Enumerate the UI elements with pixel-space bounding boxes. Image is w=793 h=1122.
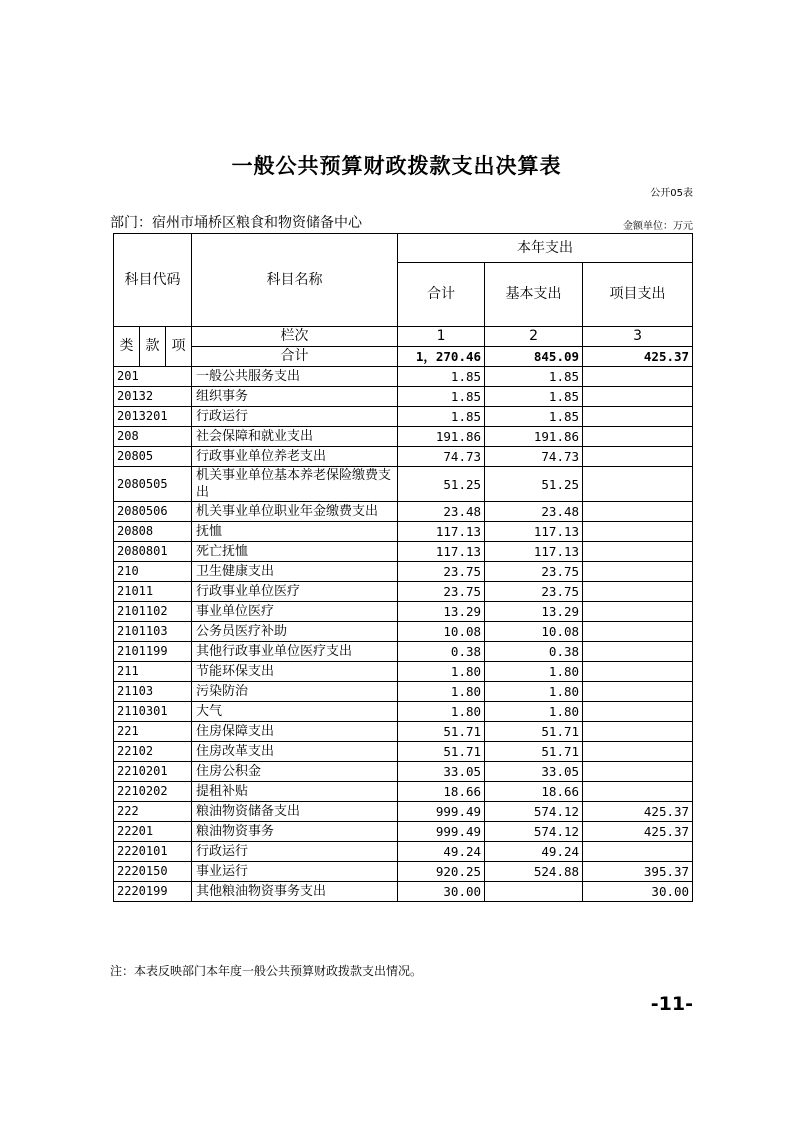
- row-total: 1.85: [398, 367, 485, 387]
- row-project: [583, 467, 693, 502]
- table-row: [114, 407, 693, 427]
- row-basic: 574.12: [485, 802, 583, 822]
- row-project: [583, 387, 693, 407]
- row-total: 33.05: [398, 762, 485, 782]
- row-name: 大气: [192, 702, 398, 722]
- row-code: 2080505: [114, 467, 192, 502]
- row-total: 1.85: [398, 387, 485, 407]
- row-name: 其他粮油物资事务支出: [192, 882, 398, 902]
- row-code: 211: [114, 662, 192, 682]
- row-basic: 1.85: [485, 387, 583, 407]
- row-project: 425.37: [583, 822, 693, 842]
- row-project: [583, 447, 693, 467]
- row-total: 117.13: [398, 542, 485, 562]
- row-project: [583, 842, 693, 862]
- row-name: 一般公共服务支出: [192, 367, 398, 387]
- row-basic: 574.12: [485, 822, 583, 842]
- row-name: 事业运行: [192, 862, 398, 882]
- row-basic: 1.80: [485, 702, 583, 722]
- table-row: [114, 682, 693, 702]
- table-row: [114, 427, 693, 447]
- table-row: [114, 722, 693, 742]
- row-project: [583, 622, 693, 642]
- row-code: 2101103: [114, 622, 192, 642]
- row-project: [583, 367, 693, 387]
- row-name: 死亡抚恤: [192, 542, 398, 562]
- total-row-basic: 845.09: [485, 347, 583, 367]
- row-code: 2101199: [114, 642, 192, 662]
- row-code: 2013201: [114, 407, 192, 427]
- row-code: 210: [114, 562, 192, 582]
- row-code: 2080801: [114, 542, 192, 562]
- row-project: [583, 762, 693, 782]
- table-row: [114, 642, 693, 662]
- row-total: 18.66: [398, 782, 485, 802]
- row-project: [583, 662, 693, 682]
- table-row: [114, 742, 693, 762]
- table-row: [114, 762, 693, 782]
- row-project: [583, 502, 693, 522]
- row-total: 51.71: [398, 722, 485, 742]
- row-name: 节能环保支出: [192, 662, 398, 682]
- row-basic: 51.71: [485, 722, 583, 742]
- row-total: 0.38: [398, 642, 485, 662]
- row-basic: 23.48: [485, 502, 583, 522]
- row-code: 222: [114, 802, 192, 822]
- total-row-sum: 1，270.46: [398, 347, 485, 367]
- column-no-1: 1: [398, 327, 485, 347]
- row-code: 22201: [114, 822, 192, 842]
- row-basic: 23.75: [485, 562, 583, 582]
- row-name: 提租补贴: [192, 782, 398, 802]
- row-basic: 1.85: [485, 407, 583, 427]
- table-row: [114, 542, 693, 562]
- row-basic: 13.29: [485, 602, 583, 622]
- row-total: 30.00: [398, 882, 485, 902]
- row-code: 21103: [114, 682, 192, 702]
- total-row-project: 425.37: [583, 347, 693, 367]
- row-total: 999.49: [398, 802, 485, 822]
- row-basic: 117.13: [485, 542, 583, 562]
- row-total: 191.86: [398, 427, 485, 447]
- row-basic: 1.85: [485, 367, 583, 387]
- total-row-label: 合计: [192, 347, 398, 367]
- row-project: [583, 742, 693, 762]
- row-total: 920.25: [398, 862, 485, 882]
- footnote: 注：本表反映部门本年度一般公共预算财政拨款支出情况。: [110, 964, 423, 978]
- column-no-2: 2: [485, 327, 583, 347]
- page-number: -11-: [650, 993, 693, 1015]
- row-name: 污染防治: [192, 682, 398, 702]
- row-code: 208: [114, 427, 192, 447]
- row-project: [583, 642, 693, 662]
- table-row: [114, 822, 693, 842]
- row-basic: 49.24: [485, 842, 583, 862]
- row-code: 20132: [114, 387, 192, 407]
- row-basic: 51.71: [485, 742, 583, 762]
- row-basic: 51.25: [485, 467, 583, 502]
- table-row: [114, 447, 693, 467]
- row-total: 117.13: [398, 522, 485, 542]
- row-name: 住房公积金: [192, 762, 398, 782]
- table-row: [114, 367, 693, 387]
- table-row: [114, 702, 693, 722]
- row-name: 卫生健康支出: [192, 562, 398, 582]
- page-title: 一般公共预算财政拨款支出决算表: [231, 154, 562, 178]
- row-code: 22102: [114, 742, 192, 762]
- row-total: 1.85: [398, 407, 485, 427]
- row-basic: 117.13: [485, 522, 583, 542]
- row-code: 2220199: [114, 882, 192, 902]
- row-name: 行政运行: [192, 842, 398, 862]
- header-total: 合计: [398, 263, 485, 327]
- table-row: [114, 582, 693, 602]
- row-name: 住房保障支出: [192, 722, 398, 742]
- form-number: 公开05表: [650, 188, 693, 199]
- row-project: [583, 682, 693, 702]
- row-total: 49.24: [398, 842, 485, 862]
- row-basic: 1.80: [485, 662, 583, 682]
- row-total: 23.75: [398, 562, 485, 582]
- table-row: [114, 622, 693, 642]
- row-name: 社会保障和就业支出: [192, 427, 398, 447]
- header-project: 项目支出: [583, 263, 693, 327]
- row-total: 13.29: [398, 602, 485, 622]
- row-basic: 18.66: [485, 782, 583, 802]
- row-name: 行政事业单位医疗: [192, 582, 398, 602]
- row-name: 粮油物资储备支出: [192, 802, 398, 822]
- row-basic: 10.08: [485, 622, 583, 642]
- row-project: [583, 602, 693, 622]
- row-total: 74.73: [398, 447, 485, 467]
- table-row: [114, 602, 693, 622]
- row-code: 20808: [114, 522, 192, 542]
- row-total: 999.49: [398, 822, 485, 842]
- header-current-year: 本年支出: [398, 234, 693, 263]
- row-code: 2210201: [114, 762, 192, 782]
- row-project: [583, 542, 693, 562]
- row-project: [583, 582, 693, 602]
- row-basic: [485, 882, 583, 902]
- row-project: [583, 702, 693, 722]
- header-name: 科目名称: [192, 234, 398, 327]
- row-project: [583, 522, 693, 542]
- unit-label: 金额单位：万元: [623, 221, 693, 232]
- row-code: 21011: [114, 582, 192, 602]
- table-row: [114, 522, 693, 542]
- table-row: [114, 882, 693, 902]
- header-kuan: 款: [140, 327, 166, 367]
- row-total: 1.80: [398, 702, 485, 722]
- row-name: 住房改革支出: [192, 742, 398, 762]
- department-label: 部门：宿州市埇桥区粮食和物资储备中心: [110, 215, 362, 231]
- header-lei: 类: [114, 327, 140, 367]
- row-code: 2220150: [114, 862, 192, 882]
- row-name: 抚恤: [192, 522, 398, 542]
- table-row: [114, 502, 693, 522]
- row-name: 事业单位医疗: [192, 602, 398, 622]
- table-row: [114, 842, 693, 862]
- table-row: [114, 467, 693, 502]
- row-code: 20805: [114, 447, 192, 467]
- row-name: 机关事业单位职业年金缴费支出: [192, 502, 398, 522]
- row-total: 1.80: [398, 662, 485, 682]
- row-basic: 191.86: [485, 427, 583, 447]
- row-project: [583, 722, 693, 742]
- table-row: [114, 862, 693, 882]
- row-basic: 74.73: [485, 447, 583, 467]
- row-total: 51.71: [398, 742, 485, 762]
- header-code: 科目代码: [114, 234, 192, 327]
- row-total: 23.48: [398, 502, 485, 522]
- row-name: 粮油物资事务: [192, 822, 398, 842]
- row-code: 2080506: [114, 502, 192, 522]
- row-name: 行政事业单位养老支出: [192, 447, 398, 467]
- row-name: 行政运行: [192, 407, 398, 427]
- row-total: 10.08: [398, 622, 485, 642]
- row-project: [583, 782, 693, 802]
- row-basic: 1.80: [485, 682, 583, 702]
- row-basic: 0.38: [485, 642, 583, 662]
- row-project: [583, 407, 693, 427]
- column-no-3: 3: [583, 327, 693, 347]
- row-code: 2110301: [114, 702, 192, 722]
- row-project: 425.37: [583, 802, 693, 822]
- table-row: [114, 802, 693, 822]
- row-total: 23.75: [398, 582, 485, 602]
- row-code: 2220101: [114, 842, 192, 862]
- row-name: 组织事务: [192, 387, 398, 407]
- budget-table: [113, 233, 693, 902]
- row-total: 1.80: [398, 682, 485, 702]
- header-column-no: 栏次: [192, 327, 398, 347]
- row-project: 30.00: [583, 882, 693, 902]
- table-row: [114, 782, 693, 802]
- row-basic: 33.05: [485, 762, 583, 782]
- row-basic: 524.88: [485, 862, 583, 882]
- row-code: 2101102: [114, 602, 192, 622]
- header-basic: 基本支出: [485, 263, 583, 327]
- table-row: [114, 662, 693, 682]
- row-project: 395.37: [583, 862, 693, 882]
- row-code: 201: [114, 367, 192, 387]
- row-code: 2210202: [114, 782, 192, 802]
- header-xiang: 项: [166, 327, 192, 367]
- row-basic: 23.75: [485, 582, 583, 602]
- row-total: 51.25: [398, 467, 485, 502]
- table-row: [114, 387, 693, 407]
- row-name: 机关事业单位基本养老保险缴费支出: [192, 467, 398, 502]
- row-project: [583, 427, 693, 447]
- row-name: 公务员医疗补助: [192, 622, 398, 642]
- row-project: [583, 562, 693, 582]
- table-row: [114, 562, 693, 582]
- row-code: 221: [114, 722, 192, 742]
- row-name: 其他行政事业单位医疗支出: [192, 642, 398, 662]
